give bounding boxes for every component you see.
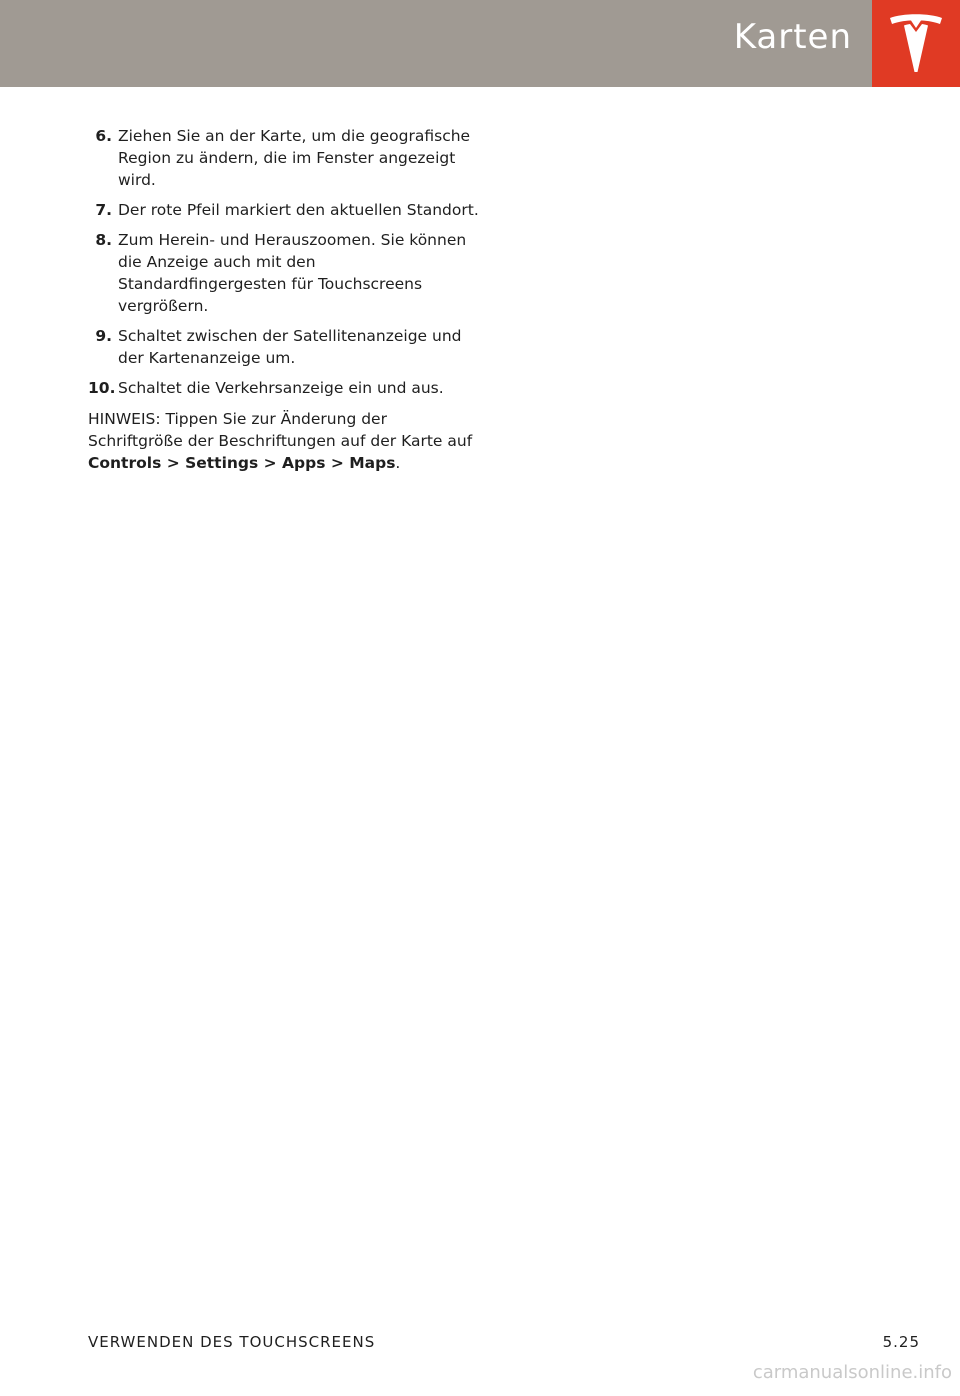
main-content — [88, 125, 480, 474]
page-title: Karten — [733, 17, 852, 57]
item-text: Der rote Pfeil markiert den aktuellen Standort. — [118, 201, 479, 219]
list-item — [88, 199, 480, 221]
note-prefix: HINWEIS: Tippen Sie zur Änderung der Schriftgröße der Beschriftungen auf der Karte auf — [88, 410, 473, 450]
item-text: Schaltet die Verkehrsanzeige ein und aus. — [118, 379, 444, 397]
note-menu-path: Controls > Settings > Apps > Maps — [88, 454, 396, 472]
item-text: Ziehen Sie an der Karte, um die geografische Region zu ändern, die im Fenster angezeigt wird. — [118, 127, 471, 189]
list-item — [88, 229, 480, 317]
item-number: 9. — [95, 327, 112, 345]
watermark: carmanualsonline.info — [752, 1362, 952, 1383]
item-number: 7. — [95, 201, 112, 219]
footer-page-number: 5.25 — [882, 1333, 920, 1351]
list-item — [88, 325, 480, 369]
tesla-logo-icon — [888, 12, 944, 74]
note-paragraph — [88, 408, 480, 474]
item-text: Zum Herein- und Herauszoomen. Sie können die Anzeige auch mit den Standardfingergesten für Touchscreens vergrößern. — [118, 231, 467, 315]
list-item — [88, 125, 480, 191]
item-text: Schaltet zwischen der Satellitenanzeige und der Kartenanzeige um. — [118, 327, 462, 367]
item-number: 6. — [95, 127, 112, 145]
footer-section-title: VERWENDEN DES TOUCHSCREENS — [88, 1333, 376, 1351]
note-suffix: . — [395, 454, 401, 472]
item-number: 8. — [95, 231, 112, 249]
logo-box — [872, 0, 960, 87]
list-item — [88, 377, 480, 399]
header-bar — [0, 0, 872, 87]
item-number: 10. — [88, 379, 116, 397]
